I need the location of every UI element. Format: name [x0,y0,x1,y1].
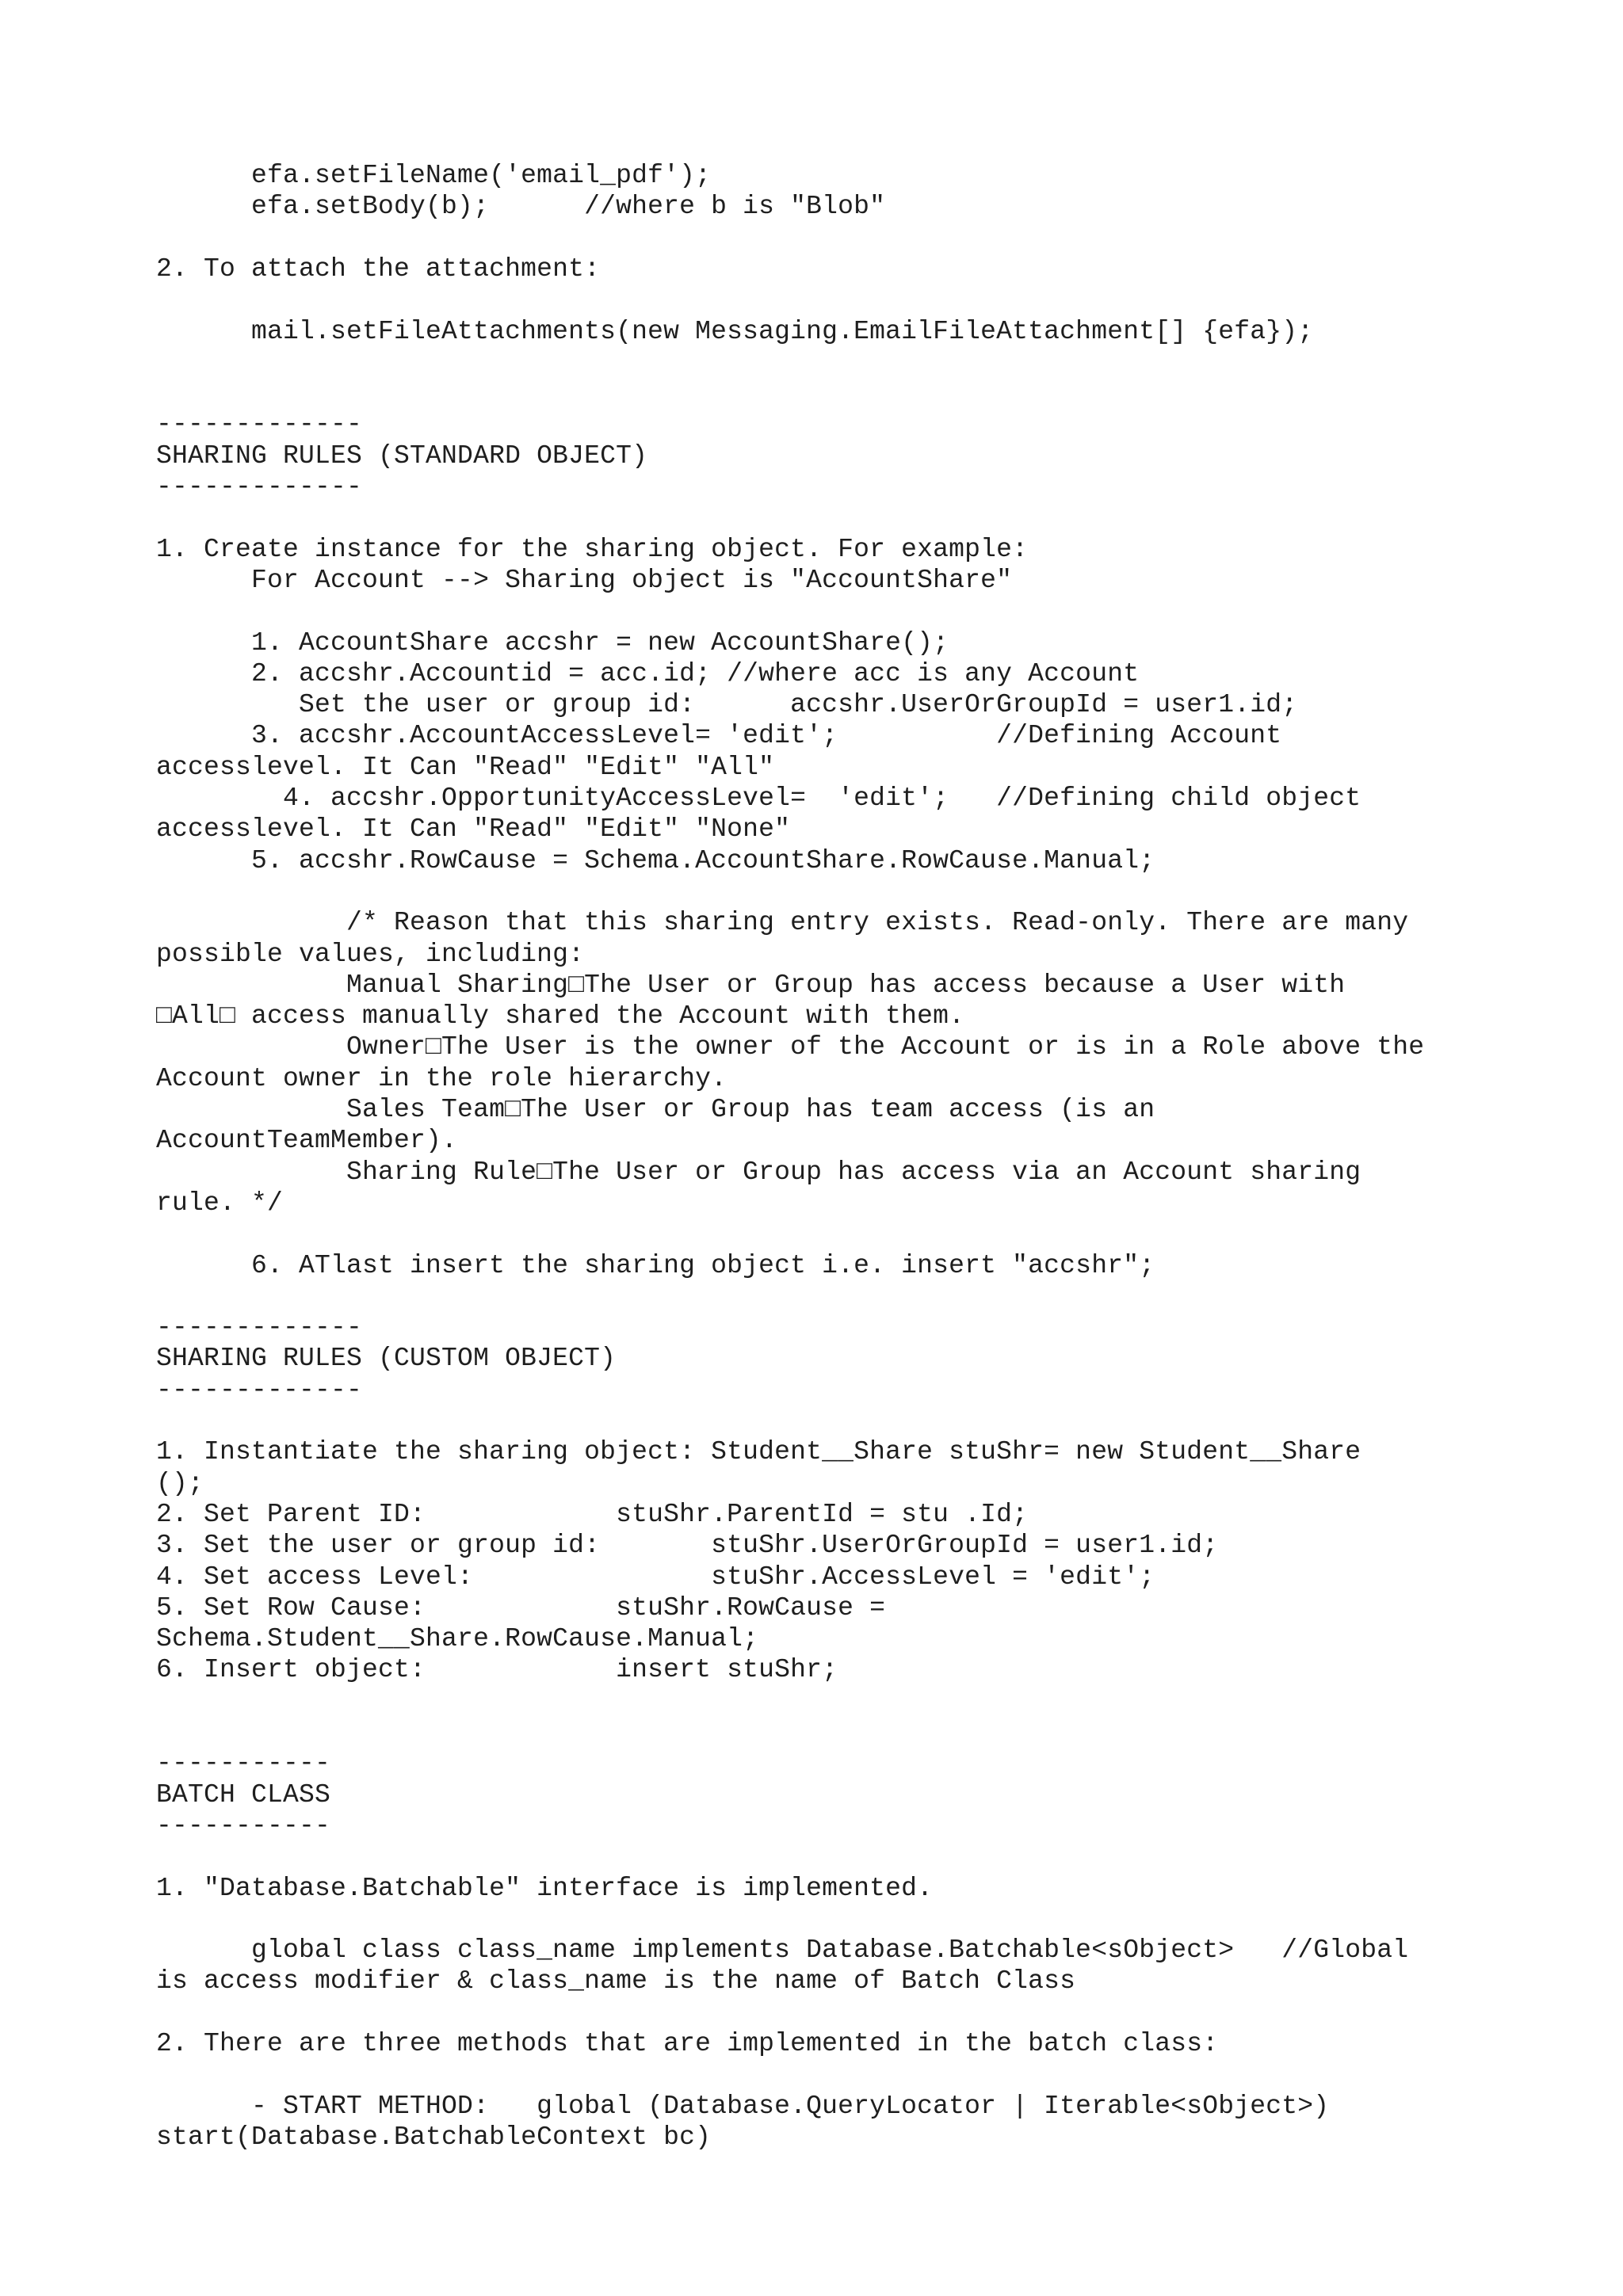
document-line: Manual Sharing□The User or Group has access because a User with [156,970,1346,1000]
document-line: 2. There are three methods that are implemented in the batch class: [156,2029,1219,2058]
document-line: ----------- [156,1749,331,1779]
document-line: 1. "Database.Batchable" interface is implemented. [156,1873,934,1903]
document-line: accesslevel. It Can "Read" "Edit" "None" [156,814,791,845]
document-line: start(Database.BatchableContext bc) [156,2122,712,2152]
document-line: For Account --> Sharing object is "AccountShare" [156,565,1013,595]
document-line: 4. Set access Level: stuShr.AccessLevel = 'edit'; [156,1562,1155,1592]
document-line: accesslevel. It Can "Read" "Edit" "All" [156,752,775,782]
document-line: 1. AccountShare accshr = new AccountShare(); [156,627,949,658]
document-line: /* Reason that this sharing entry exists. Read-only. There are many [156,908,1409,938]
document-line: rule. */ [156,1188,284,1218]
document-line: 3. Set the user or group id: stuShr.UserOrGroupId = user1.id; [156,1531,1219,1561]
document-line: Set the user or group id: accshr.UserOrGroupId = user1.id; [156,690,1298,720]
document-line: ------------- [156,1313,363,1343]
document-line: ------------- [156,410,363,440]
document-line: 1. Create instance for the sharing object. For example: [156,534,1029,564]
document-line: □All□ access manually shared the Account with them. [156,1001,965,1032]
document-line: - START METHOD: global (Database.QueryLocator | Iterable<sObject>) [156,2091,1330,2121]
document-line: global class class_name implements Database.Batchable<sObject> //Global [156,1936,1409,1966]
document-line: Account owner in the role hierarchy. [156,1063,727,1093]
document-line: (); [156,1468,204,1498]
document-line: 4. accshr.OpportunityAccessLevel= 'edit'; //Defining child object [156,784,1361,813]
document-line: 2. To attach the attachment: [156,254,601,284]
document-line: 6. Insert object: insert stuShr; [156,1655,838,1685]
document-line: ----------- [156,1810,331,1840]
document-line: is access modifier & class_name is the name of Batch Class [156,1966,1076,1997]
document-line: ------------- [156,472,363,502]
document-line: mail.setFileAttachments(new Messaging.EmailFileAttachment[] {efa}); [156,316,1314,346]
document-line: 1. Instantiate the sharing object: Student__Share stuShr= new Student__Share [156,1437,1361,1467]
document-line: possible values, including: [156,939,585,969]
document-line: ------------- [156,1375,363,1405]
document-line: 5. accshr.RowCause = Schema.AccountShare.RowCause.Manual; [156,845,1155,875]
document-line: efa.setFileName('email_pdf'); [156,161,712,190]
document-line: Owner□The User is the owner of the Account or is in a Role above the [156,1032,1425,1062]
document-line: SHARING RULES (STANDARD OBJECT) [156,441,648,471]
document-line: Sales Team□The User or Group has team access (is an [156,1095,1155,1124]
document-line: SHARING RULES (CUSTOM OBJECT) [156,1344,617,1374]
document-line: 2. accshr.Accountid = acc.id; //where acc is any Account [156,658,1140,688]
document-line: efa.setBody(b); //where b is "Blob" [156,192,886,222]
document-line: Sharing Rule□The User or Group has access via an Account sharing [156,1157,1361,1187]
document-line: BATCH CLASS [156,1779,331,1810]
document-line: 3. accshr.AccountAccessLevel= 'edit'; //Defining Account [156,721,1282,751]
document-line: 5. Set Row Cause: stuShr.RowCause = [156,1592,886,1623]
document-line: AccountTeamMember). [156,1126,458,1156]
document-line: 6. ATlast insert the sharing object i.e. insert "accshr"; [156,1250,1155,1280]
document-line: 2. Set Parent ID: stuShr.ParentId = stu .Id; [156,1499,1029,1529]
document-line: Schema.Student__Share.RowCause.Manual; [156,1624,759,1654]
